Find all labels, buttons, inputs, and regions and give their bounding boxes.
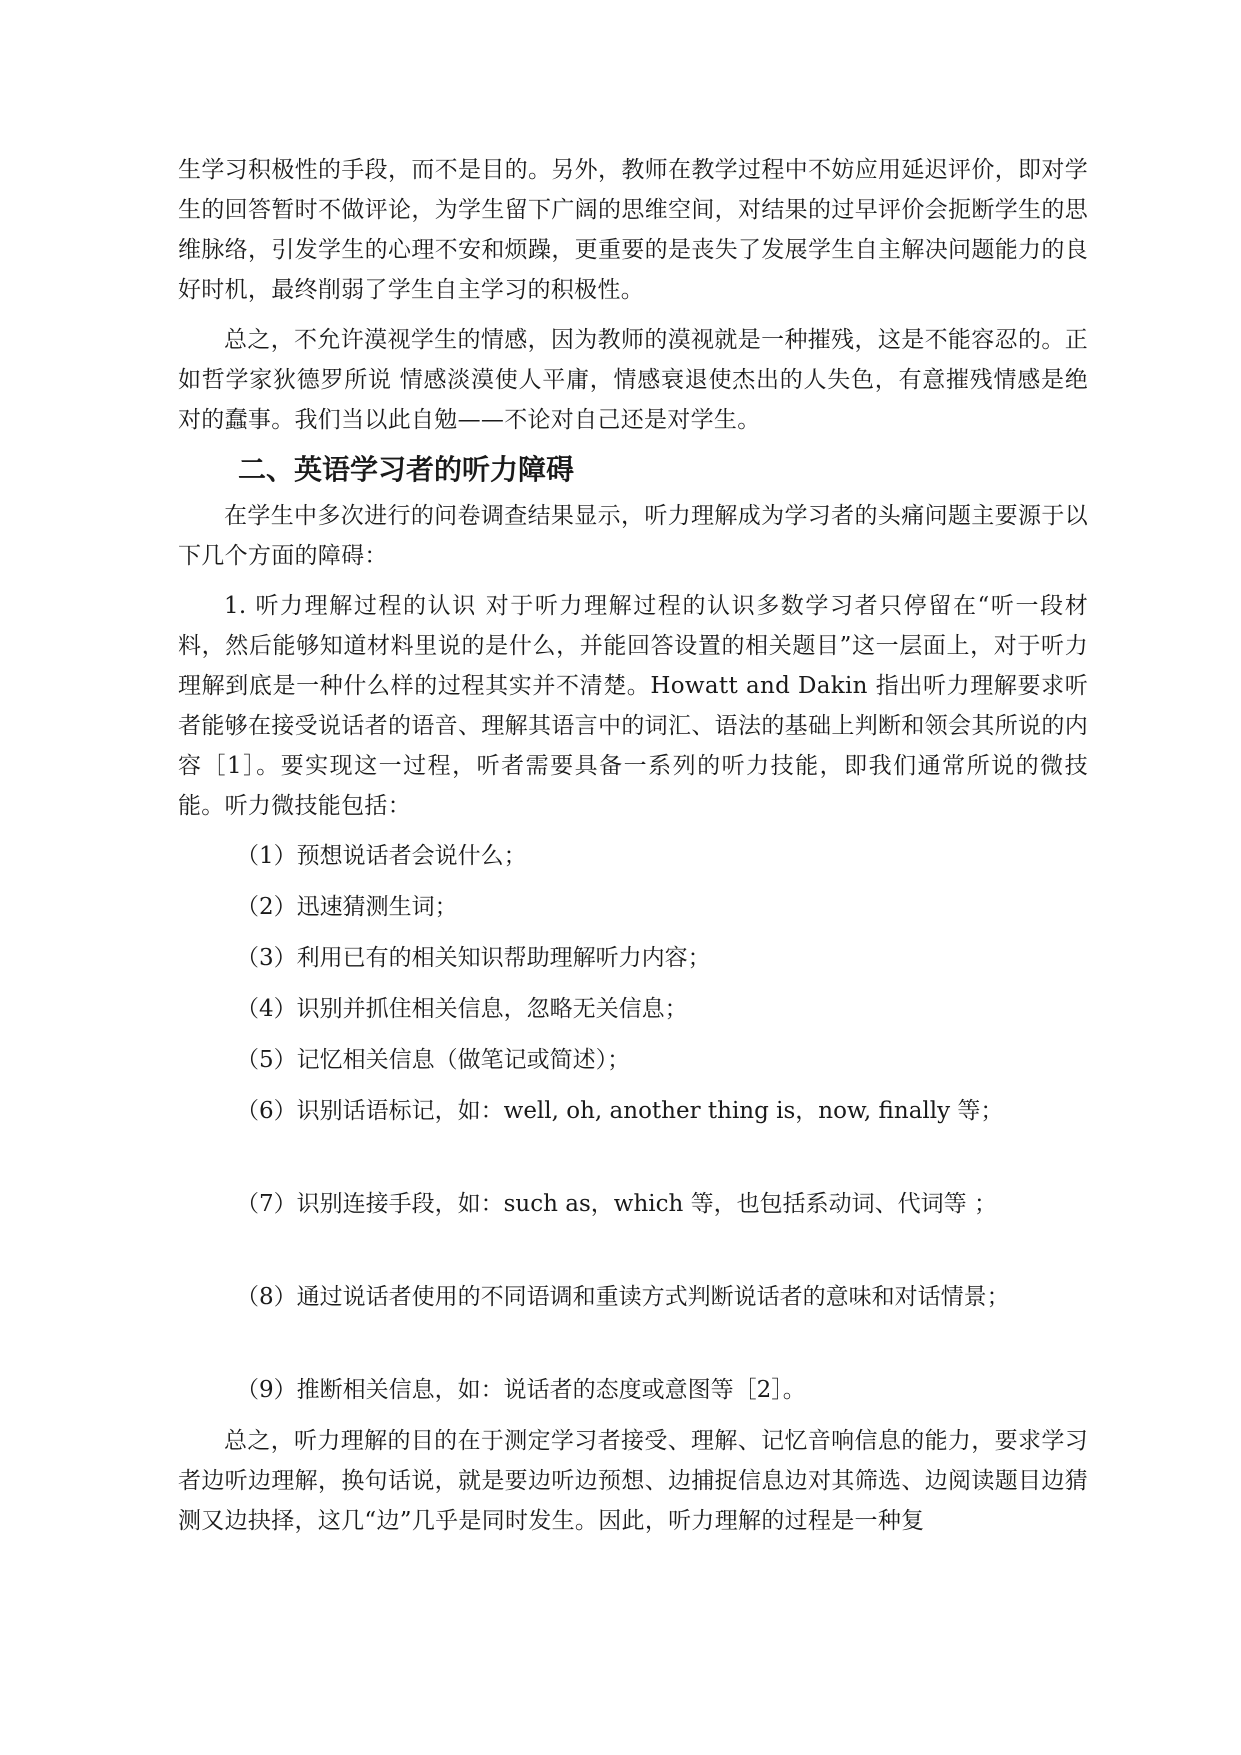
list-item: （6）识别话语标记，如：well, oh, another thing is，now, finally 等； [236,1098,1004,1124]
paragraph-summary-emotion: 总之，不允许漠视学生的情感，因为教师的漠视就是一种摧残，这是不能容忍的。正如哲学家狄德罗所说 情感淡漠使人平庸，情感衰退使杰出的人失色，有意摧残情感是绝对的蠢事。我们当以此自勉——不论对自己还是对学生。 [178,327,1088,433]
list-item: （2）迅速猜测生词； [236,894,458,920]
skills-list [178,836,1088,1410]
list-item: （9）推断相关信息，如：说话者的态度或意图等［2］。 [236,1377,806,1403]
paragraph-listening-summary: 总之，听力理解的目的在于测定学习者接受、理解、记忆音响信息的能力，要求学习者边听边理解，换句话说，就是要边听边预想、边捕捉信息边对其筛选、边阅读题目边猜测又边抉择，这几“边”几乎是同时发生。因此，听力理解的过程是一种复 [178,1428,1088,1534]
list-item: （5）记忆相关信息（做笔记或简述）； [236,1047,631,1073]
list-item: （3）利用已有的相关知识帮助理解听力内容； [236,945,711,971]
document-page [178,150,1088,1551]
list-item: （1）预想说话者会说什么； [236,843,527,869]
paragraph-survey: 在学生中多次进行的问卷调查结果显示，听力理解成为学习者的头痛问题主要源于以下几个方面的障碍： [178,503,1088,569]
list-item: （4）识别并抓住相关信息，忽略无关信息； [236,996,688,1022]
list-item: （8）通过说话者使用的不同语调和重读方式判断说话者的意味和对话情景； [236,1284,1010,1310]
section-heading: 二、英语学习者的听力障碍 [238,453,575,486]
paragraph-evaluation: 生学习积极性的手段，而不是目的。另外，教师在教学过程中不妨应用延迟评价，即对学生的回答暂时不做评论，为学生留下广阔的思维空间，对结果的过早评价会扼断学生的思维脉络，引发学生的心理不安和烦躁，更重要的是丧失了发展学生自主解决问题能力的良好时机，最终削弱了学生自主学习的积极性。 [178,157,1088,303]
list-item: （7）识别连接手段，如：such as，which 等，也包括系动词、代词等 ； [236,1191,997,1217]
paragraph-listening-process: 1. 听力理解过程的认识 对于听力理解过程的认识多数学习者只停留在“听一段材料，然后能够知道材料里说的是什么，并能回答设置的相关题目”这一层面上，对于听力理解到底是一种什么样的过程其实并不清楚。Howatt and Dakin 指出听力理解要求听者能够在接受说话者的语音、理解其语言中的词汇、语法的基础上判断和领会其所说的内容［1］。要实现这一过程，听者需要具备一系列的听力技能，即我们通常所说的微技能。听力微技能包括： [178,593,1088,819]
